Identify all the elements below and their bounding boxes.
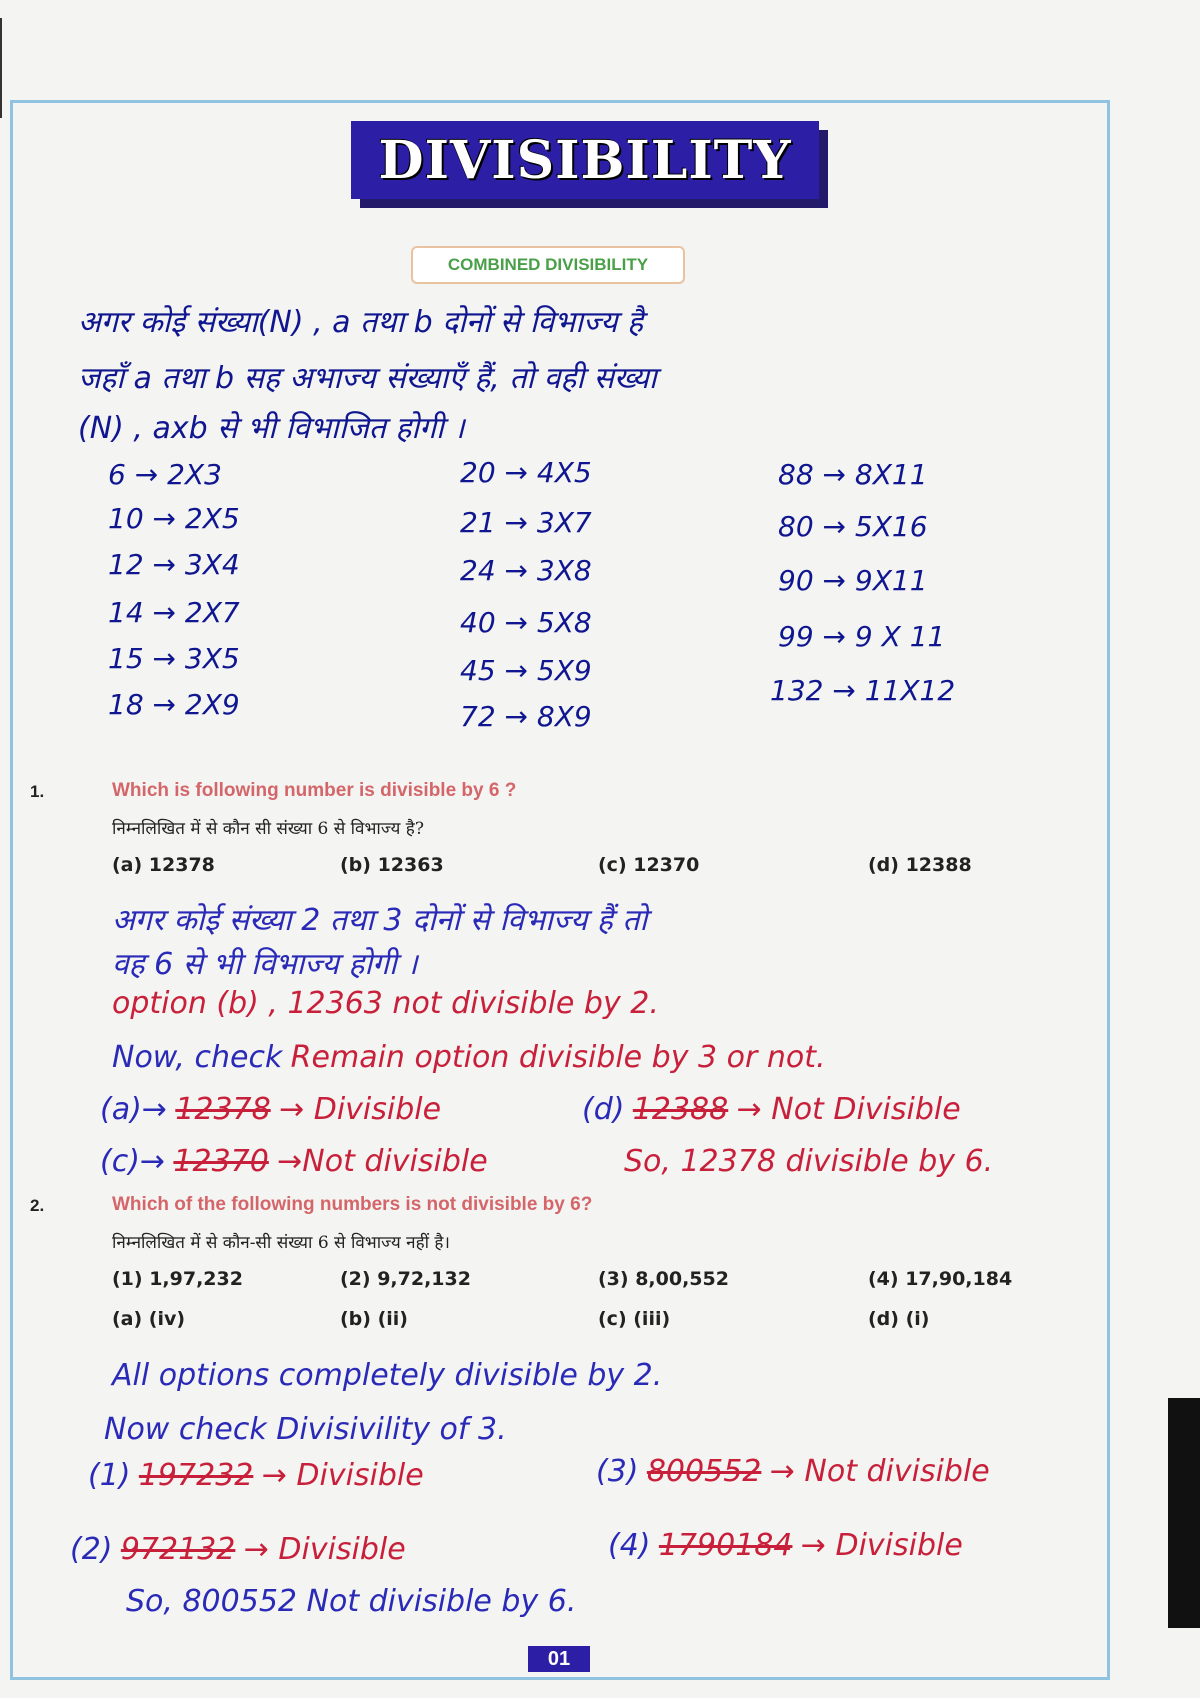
statement-label: (4) bbox=[608, 1528, 651, 1563]
statement: (4) 17,90,184 bbox=[868, 1268, 1013, 1290]
statement-label: (1) bbox=[88, 1458, 131, 1493]
solution-line: option (b) , 12363 not divisible by 2. bbox=[112, 986, 659, 1021]
factor-item: 20 → 4X5 bbox=[460, 456, 592, 489]
solution-text: Now, check bbox=[112, 1040, 283, 1075]
solution-line: Now check Divisivility of 3. bbox=[104, 1412, 507, 1447]
solution-check-3 bbox=[596, 1454, 990, 1489]
solution-check-2 bbox=[70, 1532, 406, 1567]
question-text-hindi: निम्नलिखित में से कौन सी संख्या 6 से विभाज्य है? bbox=[112, 819, 424, 839]
factor-item: 40 → 5X8 bbox=[460, 606, 592, 639]
page-number: 01 bbox=[528, 1646, 590, 1672]
factor-item: 80 → 5X16 bbox=[778, 510, 928, 543]
solution-check-4 bbox=[608, 1528, 963, 1563]
option: (d) 12388 bbox=[868, 854, 972, 876]
check-result: → Divisible bbox=[261, 1458, 424, 1493]
question-number: 2. bbox=[30, 1196, 45, 1215]
statement-label: (3) bbox=[596, 1454, 639, 1489]
solution-line bbox=[112, 1040, 826, 1075]
page-title: DIVISIBILITY bbox=[351, 121, 819, 199]
struck-number: 12370 bbox=[173, 1144, 269, 1179]
factor-item: 88 → 8X11 bbox=[778, 458, 928, 491]
statement-label: (2) bbox=[70, 1532, 113, 1567]
option: (a) (iv) bbox=[112, 1308, 186, 1330]
solution-conclusion: So, 12378 divisible by 6. bbox=[624, 1144, 994, 1179]
factor-item: 45 → 5X9 bbox=[460, 654, 592, 687]
solution-check-a bbox=[100, 1092, 441, 1127]
rule-line-2: जहाँ a तथा b सह अभाज्य संख्याएँ हैं, तो वही संख्या bbox=[78, 361, 657, 396]
solution-conclusion: So, 800552 Not divisible by 6. bbox=[126, 1584, 577, 1619]
factor-item: 15 → 3X5 bbox=[108, 642, 240, 675]
factor-item: 18 → 2X9 bbox=[108, 688, 240, 721]
check-result: → Not Divisible bbox=[736, 1092, 961, 1127]
question-text-hindi: निम्नलिखित में से कौन-सी संख्या 6 से विभाज्य नहीं है। bbox=[112, 1233, 450, 1253]
factor-item: 90 → 9X11 bbox=[778, 564, 928, 597]
rule-line-3: (N) , axb से भी विभाजित होगी । bbox=[78, 411, 465, 446]
option: (a) 12378 bbox=[112, 854, 215, 876]
factor-item: 10 → 2X5 bbox=[108, 502, 240, 535]
check-result: → Divisible bbox=[279, 1092, 442, 1127]
scan-edge-left bbox=[0, 18, 2, 118]
factor-item: 14 → 2X7 bbox=[108, 596, 240, 629]
solution-line: All options completely divisible by 2. bbox=[112, 1358, 663, 1393]
solution-check-c bbox=[100, 1144, 488, 1179]
struck-number: 1790184 bbox=[658, 1528, 793, 1563]
factor-item: 6 → 2X3 bbox=[108, 458, 222, 491]
struck-number: 800552 bbox=[646, 1454, 762, 1489]
check-result: → Not divisible bbox=[769, 1454, 990, 1489]
solution-text: Remain option divisible by 3 or not. bbox=[290, 1040, 826, 1075]
scan-edge-right bbox=[1168, 1398, 1200, 1628]
solution-check-d bbox=[582, 1092, 961, 1127]
check-result: → Divisible bbox=[800, 1528, 963, 1563]
factor-item: 21 → 3X7 bbox=[460, 506, 592, 539]
question-text: Which is following number is divisible by 6 ? bbox=[112, 780, 517, 801]
struck-number: 12378 bbox=[175, 1092, 271, 1127]
factor-item: 12 → 3X4 bbox=[108, 548, 240, 581]
struck-number: 197232 bbox=[138, 1458, 254, 1493]
factor-item: 132 → 11X12 bbox=[770, 674, 956, 707]
question-text: Which of the following numbers is not divisible by 6? bbox=[112, 1194, 593, 1215]
option: (b) 12363 bbox=[340, 854, 444, 876]
struck-number: 12388 bbox=[632, 1092, 729, 1127]
factor-item: 24 → 3X8 bbox=[460, 554, 592, 587]
check-result: →Not divisible bbox=[277, 1144, 488, 1179]
option: (c) (iii) bbox=[598, 1308, 671, 1330]
question-number: 1. bbox=[30, 782, 45, 801]
statement: (2) 9,72,132 bbox=[340, 1268, 471, 1290]
solution-hindi-line: वह 6 से भी विभाज्य होगी । bbox=[112, 947, 418, 982]
section-heading: COMBINED DIVISIBILITY bbox=[411, 246, 685, 284]
check-result: → Divisible bbox=[243, 1532, 406, 1567]
option: (c) 12370 bbox=[598, 854, 700, 876]
option-label: (c)→ bbox=[100, 1144, 166, 1179]
option-label: (d) bbox=[582, 1092, 625, 1127]
solution-check-1 bbox=[88, 1458, 424, 1493]
statement: (3) 8,00,552 bbox=[598, 1268, 729, 1290]
factor-item: 72 → 8X9 bbox=[460, 700, 592, 733]
statement: (1) 1,97,232 bbox=[112, 1268, 243, 1290]
struck-number: 972132 bbox=[120, 1532, 236, 1567]
option-label: (a)→ bbox=[100, 1092, 167, 1127]
factor-item: 99 → 9 X 11 bbox=[778, 620, 946, 653]
option: (d) (i) bbox=[868, 1308, 930, 1330]
option: (b) (ii) bbox=[340, 1308, 408, 1330]
rule-line-1: अगर कोई संख्या(N) , a तथा b दोनों से विभाज्य है bbox=[78, 305, 644, 340]
solution-hindi-line: अगर कोई संख्या 2 तथा 3 दोनों से विभाज्य हैं तो bbox=[112, 903, 648, 938]
